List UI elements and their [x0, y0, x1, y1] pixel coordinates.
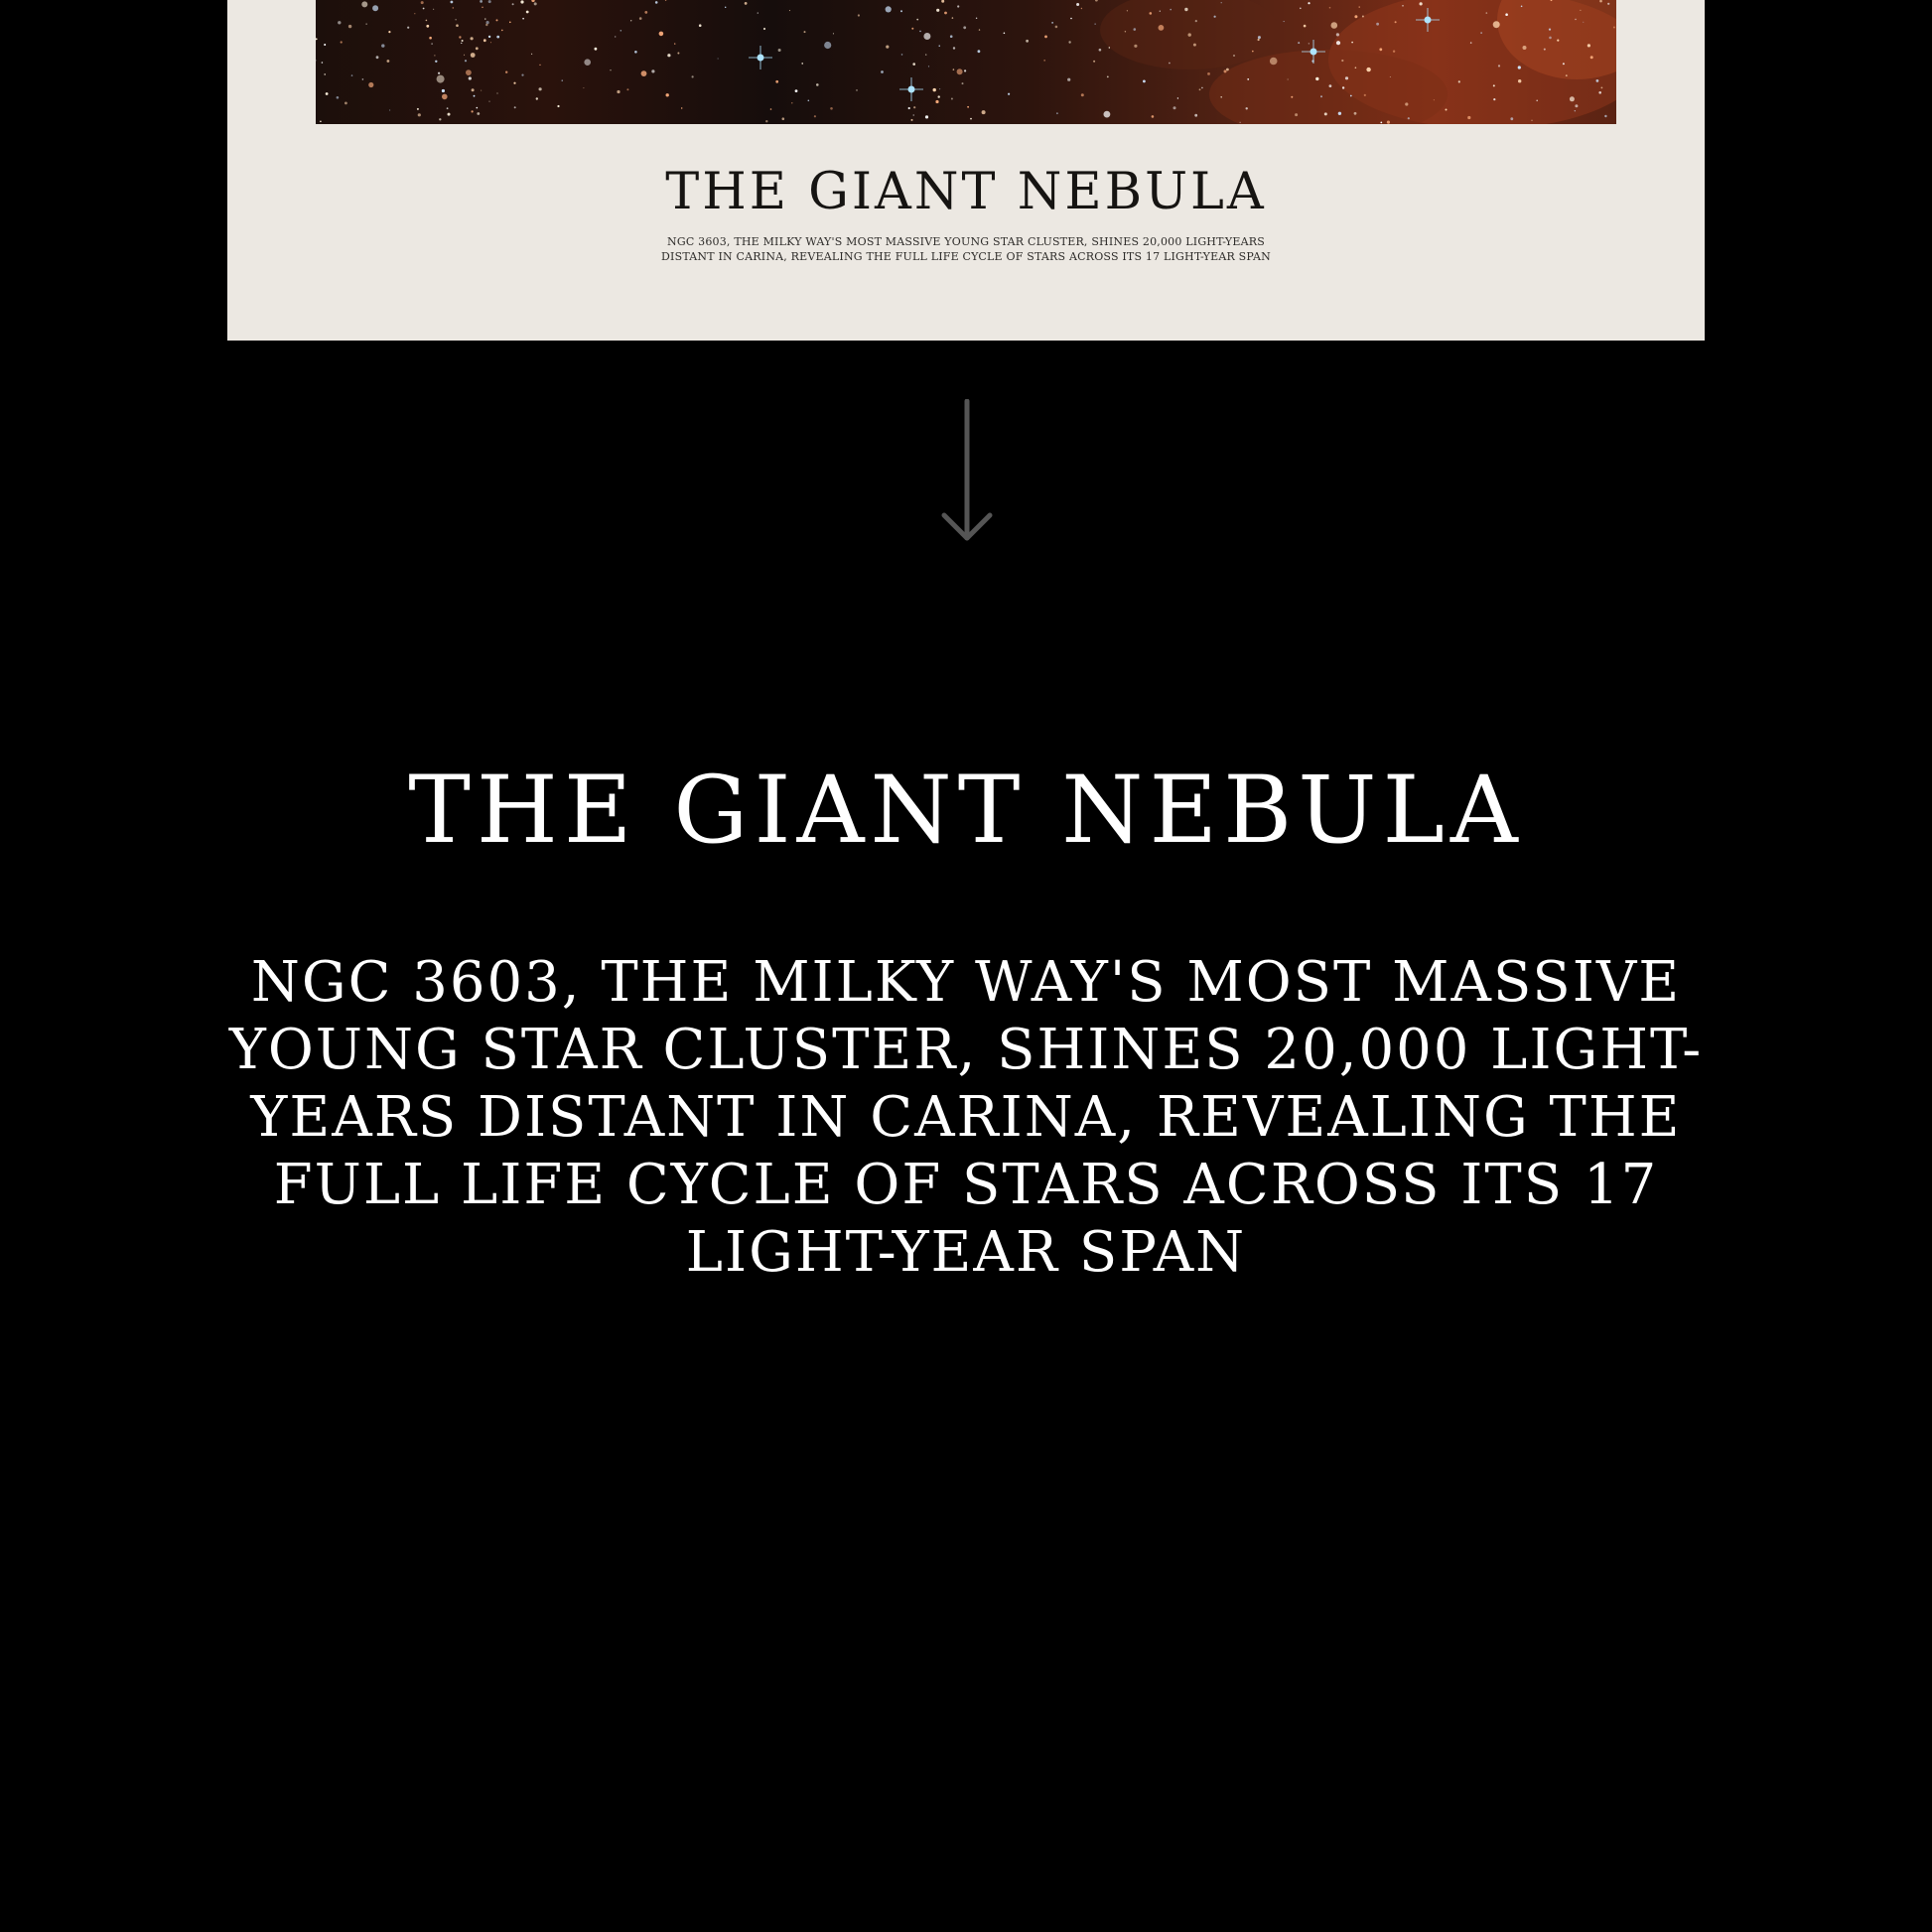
starfield-graphic — [316, 0, 1616, 124]
poster-caption: NGC 3603, THE MILKY WAY'S MOST MASSIVE YOUNG STAR CLUSTER, SHINES 20,000 LIGHT-YEARS DISTANT IN CARINA, REVEALING THE FULL LIFE CYCLE OF STARS ACROSS ITS 17 LIGHT-YEAR SPAN — [661, 235, 1271, 263]
main-description: NGC 3603, THE MILKY WAY'S MOST MASSIVE YOUNG STAR CLUSTER, SHINES 20,000 LIGHT-YEARS DISTANT IN CARINA, REVEALING THE FULL LIFE CYCLE OF STARS ACROSS ITS 17 LIGHT-YEAR SPAN — [228, 950, 1704, 1285]
arrow-down-icon[interactable] — [939, 399, 995, 544]
nebula-image — [316, 0, 1616, 124]
main-title: THE GIANT NEBULA — [408, 757, 1524, 865]
poster-title: THE GIANT NEBULA — [665, 163, 1267, 221]
poster-card — [227, 0, 1705, 341]
